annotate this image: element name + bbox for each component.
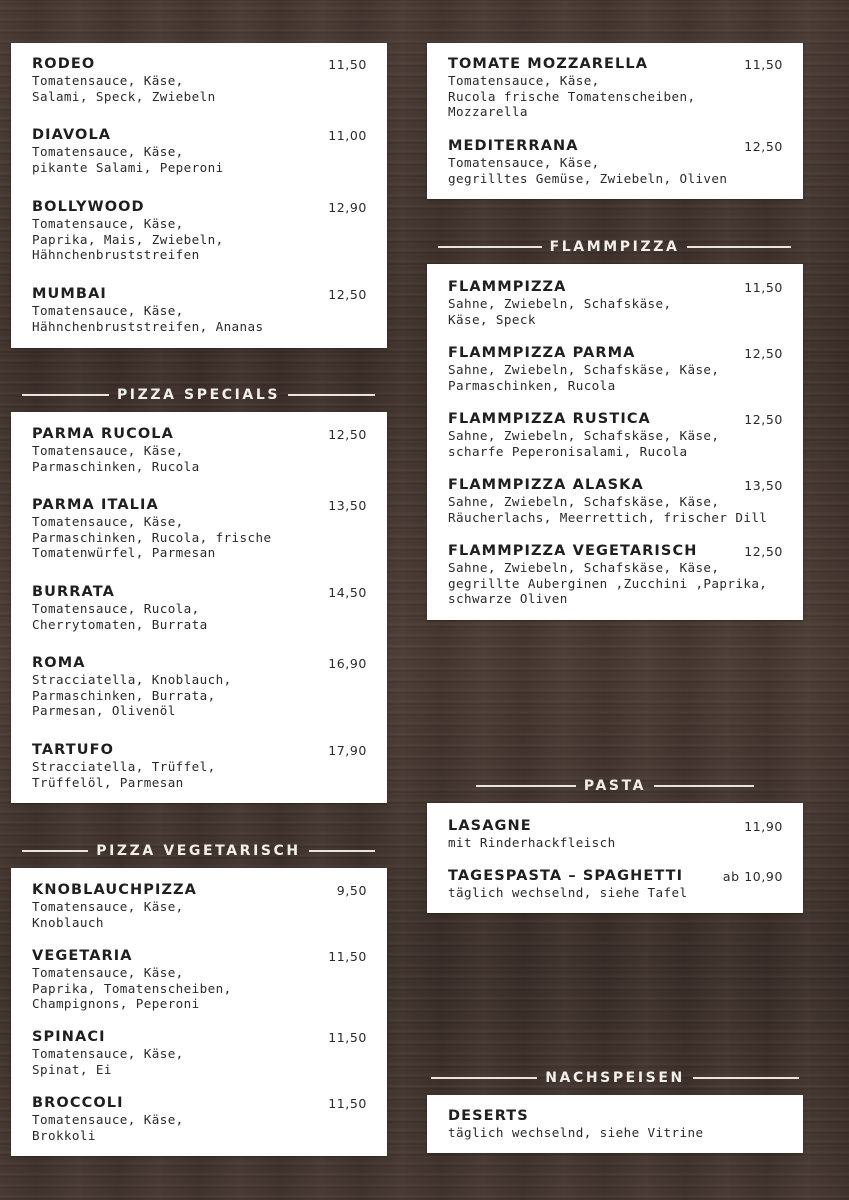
menu-item-tagespasta [448, 868, 787, 901]
divider-line [431, 1077, 537, 1079]
menu-item-parma-italia [32, 497, 371, 561]
item-price: 17,90 [328, 743, 367, 758]
item-desc: Tomatensauce, Käse, Brokkoli [32, 1112, 184, 1143]
divider-line [687, 246, 791, 248]
item-price: 12,90 [328, 200, 367, 215]
section-header-flammpizza [438, 237, 791, 257]
menu-item-spinaci [32, 1029, 371, 1077]
item-name: FLAMMPIZZA VEGETARISCH [448, 543, 698, 559]
menu-item-vegetaria [32, 948, 371, 1012]
item-price: 11,50 [328, 949, 367, 964]
menu-item-knoblauchpizza [32, 882, 371, 930]
item-price: 11,50 [328, 1096, 367, 1111]
item-name: TAGESPASTA – SPAGHETTI [448, 868, 684, 884]
item-desc: Stracciatella, Trüffel, Trüffelöl, Parmesan [32, 759, 216, 790]
menu-item-mumbai [32, 286, 371, 334]
item-desc: Tomatensauce, Käse, Parmaschinken, Rucola, frische Tomatenwürfel, Parmesan [32, 514, 272, 561]
item-price: 13,50 [328, 498, 367, 513]
item-name: FLAMMPIZZA ALASKA [448, 477, 644, 493]
item-desc: Tomatensauce, Käse, Rucola frische Tomatenscheiben, Mozzarella [448, 73, 696, 120]
item-desc: Tomatensauce, Käse, Salami, Speck, Zwiebeln [32, 73, 216, 104]
pasta-card [427, 803, 803, 913]
item-name: BURRATA [32, 584, 115, 600]
item-name: FLAMMPIZZA [448, 279, 567, 295]
item-name: SPINACI [32, 1029, 106, 1045]
section-header-pizza-vegetarisch [22, 841, 375, 861]
menu-item-deserts [448, 1108, 787, 1141]
menu-item-bollywood [32, 199, 371, 263]
item-desc: Tomatensauce, Käse, pikante Salami, Peperoni [32, 144, 224, 175]
item-desc: Tomatensauce, Rucola, Cherrytomaten, Burrata [32, 601, 208, 632]
item-name: DESERTS [448, 1108, 529, 1124]
menu-item-flammpizza-alaska [448, 477, 787, 525]
item-price: 16,90 [328, 656, 367, 671]
item-desc: Tomatensauce, Käse, gegrilltes Gemüse, Zwiebeln, Oliven [448, 155, 728, 186]
item-name: DIAVOLA [32, 127, 112, 143]
item-name: FLAMMPIZZA PARMA [448, 345, 636, 361]
item-name: VEGETARIA [32, 948, 133, 964]
item-price: 11,90 [744, 819, 783, 834]
item-name: RODEO [32, 56, 96, 72]
item-name: ROMA [32, 655, 86, 671]
item-name: KNOBLAUCHPIZZA [32, 882, 197, 898]
item-desc: mit Rinderhackfleisch [448, 835, 616, 850]
divider-line [693, 1077, 799, 1079]
item-desc: Sahne, Zwiebeln, Schafskäse, Käse, Parmaschinken, Rucola [448, 362, 720, 393]
menu-item-tartufo [32, 742, 371, 790]
menu-item-roma [32, 655, 371, 719]
section-header-pizza-specials [22, 385, 375, 405]
divider-line [309, 850, 375, 852]
item-price: 9,50 [336, 883, 367, 898]
divider-line [438, 246, 542, 248]
menu-item-rodeo [32, 56, 371, 104]
item-desc: Tomatensauce, Käse, Paprika, Mais, Zwiebeln, Hähnchenbruststreifen [32, 216, 224, 263]
item-desc: Sahne, Zwiebeln, Schafskäse, Käse, scharfe Peperonisalami, Rucola [448, 428, 720, 459]
section-title: PIZZA VEGETARISCH [96, 843, 301, 859]
item-desc: täglich wechselnd, siehe Tafel [448, 885, 688, 900]
menu-item-flammpizza-rustica [448, 411, 787, 459]
divider-line [22, 394, 109, 396]
menu-item-lasagne [448, 818, 787, 851]
divider-line [476, 785, 576, 787]
item-name: TARTUFO [32, 742, 115, 758]
item-price: 12,50 [744, 346, 783, 361]
item-name: FLAMMPIZZA RUSTICA [448, 411, 651, 427]
flammpizza-card [427, 264, 803, 620]
menu-item-parma-rucola [32, 426, 371, 474]
item-price: 12,50 [328, 287, 367, 302]
nachspeisen-card [427, 1095, 803, 1153]
item-price: 11,50 [744, 280, 783, 295]
item-price: 12,50 [744, 139, 783, 154]
item-name: PARMA RUCOLA [32, 426, 174, 442]
menu-item-burrata [32, 584, 371, 632]
section-title: PASTA [583, 778, 647, 794]
pizza-card-right [427, 43, 803, 199]
menu-item-tomate-mozzarella [448, 56, 787, 120]
item-name: PARMA ITALIA [32, 497, 159, 513]
item-name: MUMBAI [32, 286, 107, 302]
item-price: 11,00 [328, 128, 367, 143]
pizza-card [11, 43, 387, 348]
divider-line [22, 850, 88, 852]
item-price: 12,50 [744, 412, 783, 427]
item-name: BROCCOLI [32, 1095, 124, 1111]
item-price: 12,50 [744, 544, 783, 559]
item-desc: Sahne, Zwiebeln, Schafskäse, Käse, Speck [448, 296, 672, 327]
section-title: FLAMMPIZZA [549, 239, 680, 255]
item-desc: Tomatensauce, Käse, Knoblauch [32, 899, 184, 930]
item-desc: Sahne, Zwiebeln, Schafskäse, Käse, Räucherlachs, Meerrettich, frischer Dill [448, 494, 768, 525]
item-price: 13,50 [744, 478, 783, 493]
divider-line [288, 394, 375, 396]
menu-item-flammpizza-parma [448, 345, 787, 393]
item-price: ab 10,90 [722, 869, 783, 884]
item-price: 12,50 [328, 427, 367, 442]
item-desc: Sahne, Zwiebeln, Schafskäse, Käse, gegrillte Auberginen ,Zucchini ,Paprika, schwarze Oliven [448, 560, 768, 607]
menu-item-flammpizza [448, 279, 787, 327]
menu-item-broccoli [32, 1095, 371, 1143]
section-header-pasta [476, 776, 754, 796]
item-price: 11,50 [328, 1030, 367, 1045]
item-desc: Tomatensauce, Käse, Paprika, Tomatenscheiben, Champignons, Peperoni [32, 965, 232, 1012]
menu-item-mediterrana [448, 138, 787, 186]
item-name: MEDITERRANA [448, 138, 579, 154]
section-title: NACHSPEISEN [545, 1070, 685, 1086]
menu-item-flammpizza-vegetarisch [448, 543, 787, 607]
menu-item-diavola [32, 127, 371, 175]
divider-line [654, 785, 754, 787]
pizza-specials-card [11, 412, 387, 803]
item-desc: täglich wechselnd, siehe Vitrine [448, 1125, 704, 1140]
section-header-nachspeisen [431, 1068, 799, 1088]
item-name: TOMATE MOZZARELLA [448, 56, 649, 72]
pizza-vegetarisch-card [11, 868, 387, 1156]
item-desc: Tomatensauce, Käse, Spinat, Ei [32, 1046, 184, 1077]
item-desc: Tomatensauce, Käse, Hähnchenbruststreifen, Ananas [32, 303, 264, 334]
item-name: LASAGNE [448, 818, 532, 834]
item-price: 11,50 [328, 57, 367, 72]
item-price: 14,50 [328, 585, 367, 600]
item-price: 11,50 [744, 57, 783, 72]
section-title: PIZZA SPECIALS [116, 387, 281, 403]
item-desc: Stracciatella, Knoblauch, Parmaschinken, Burrata, Parmesan, Olivenöl [32, 672, 232, 719]
item-name: BOLLYWOOD [32, 199, 145, 215]
item-desc: Tomatensauce, Käse, Parmaschinken, Rucola [32, 443, 200, 474]
